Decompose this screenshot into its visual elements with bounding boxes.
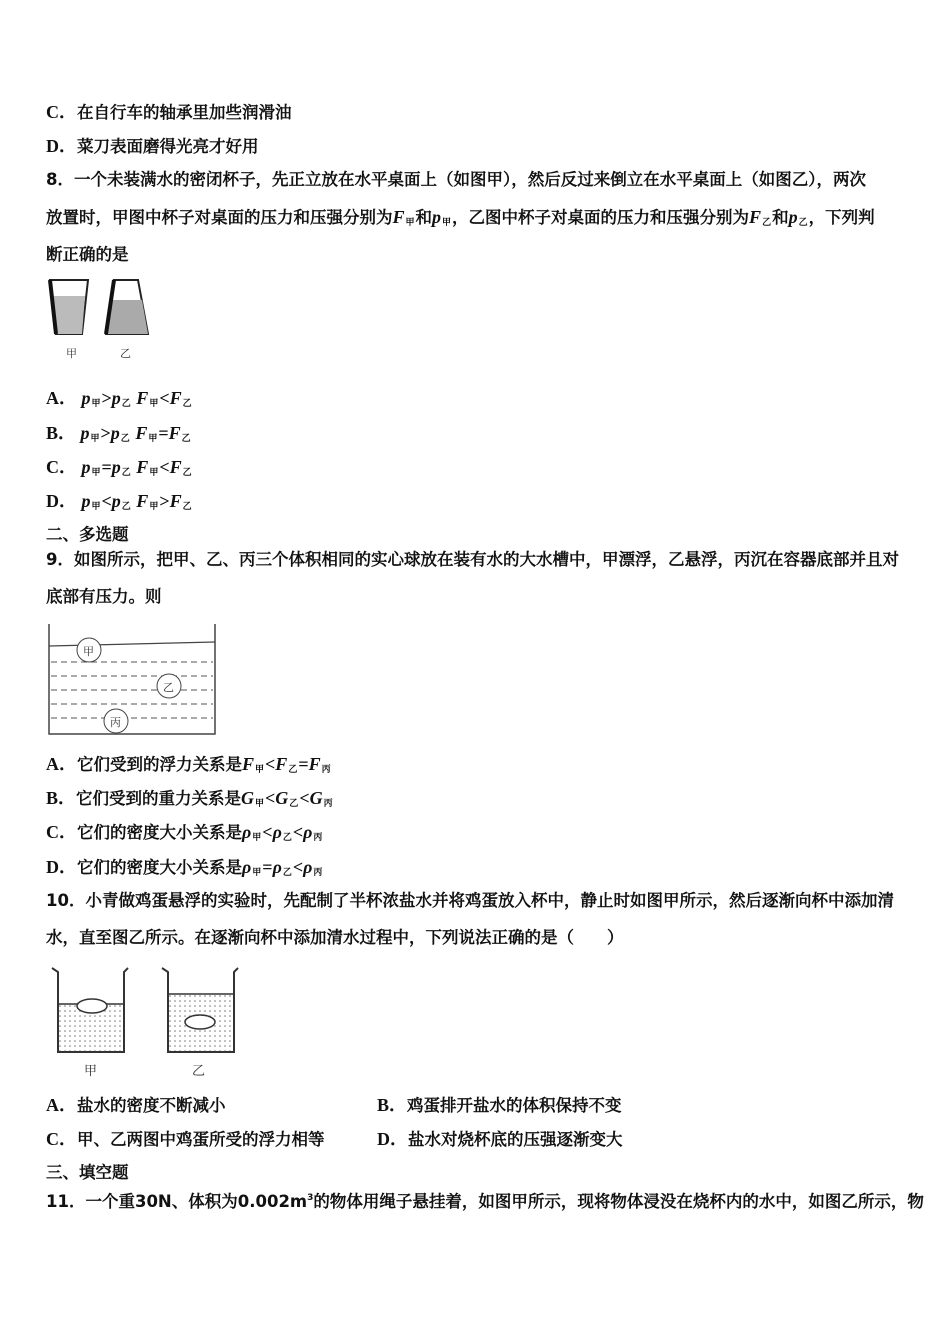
q8-figure-label-yi: 乙 <box>120 347 131 360</box>
q9-option-c <box>46 822 323 848</box>
text-segment: 菜刀表面磨得光亮才好用 <box>77 137 259 156</box>
q8-option-d <box>46 491 193 517</box>
variable-subscript: 乙 <box>121 502 131 512</box>
variable-symbol: F <box>168 423 181 443</box>
text-segment: 9．如图所示，把甲、乙、丙三个体积相同的实心球放在装有水的大水槽中，甲漂浮，乙悬浮，丙沉在容器底部并且对 <box>46 550 899 569</box>
text-segment: = <box>158 423 169 443</box>
variable-subscript: 甲 <box>91 399 101 409</box>
variable-subscript: 乙 <box>182 399 192 409</box>
variable-subscript: 乙 <box>282 868 292 878</box>
variable-symbol: p <box>432 207 442 227</box>
variable-symbol: F <box>131 388 149 408</box>
variable-symbol: ρ <box>303 822 313 842</box>
text-segment: < <box>265 754 276 774</box>
text-segment: 它们的密度大小关系是 <box>77 858 242 877</box>
q10-option-b <box>377 1095 622 1116</box>
text-segment: 3 <box>307 1193 314 1203</box>
q9-option-d <box>46 857 323 883</box>
variable-symbol: F <box>749 207 762 227</box>
option-letter: B． <box>377 1095 408 1115</box>
variable-symbol: ρ <box>303 857 313 877</box>
q10-stem-2 <box>46 928 624 948</box>
q8-option-a <box>46 388 193 414</box>
variable-subscript: 乙 <box>121 399 131 409</box>
variable-symbol: F <box>169 491 182 511</box>
variable-subscript: 乙 <box>798 218 808 228</box>
q8-stem-2 <box>46 207 875 233</box>
variable-subscript: 乙 <box>288 765 298 775</box>
text-segment: < <box>262 822 273 842</box>
variable-symbol: p <box>110 423 120 443</box>
variable-subscript: 乙 <box>182 468 192 478</box>
variable-subscript: 丙 <box>313 833 323 843</box>
q10-stem-1 <box>46 891 894 911</box>
text-segment: 它们的密度大小关系是 <box>77 823 242 842</box>
q7-option-c <box>46 102 292 123</box>
variable-symbol: F <box>169 457 182 477</box>
q10-option-d <box>377 1129 623 1150</box>
text-segment: 盐水的密度不断减小 <box>77 1096 226 1115</box>
text-segment: 8．一个未装满水的密闭杯子，先正立放在水平桌面上（如图甲），然后反过来倒立在水平桌面上（如图乙），两次 <box>46 170 866 189</box>
text-segment: 水，直至图乙所示。在逐渐向杯中添加清水过程中，下列说法正确的是（ ） <box>46 928 624 947</box>
text-segment: 底部有压力。则 <box>46 587 162 606</box>
text-segment: < <box>159 457 170 477</box>
text-segment: 放置时，甲图中杯子对桌面的压力和压强分别为 <box>46 208 393 227</box>
variable-symbol: p <box>111 388 121 408</box>
option-letter: C． <box>46 457 77 477</box>
variable-subscript: 甲 <box>149 399 159 409</box>
text-segment: > <box>159 491 170 511</box>
variable-subscript: 甲 <box>91 468 101 478</box>
variable-symbol: p <box>111 491 121 511</box>
variable-subscript: 甲 <box>255 765 265 775</box>
q8-figure-label-jia: 甲 <box>66 347 77 360</box>
q10-figure-label-yi: 乙 <box>192 1064 206 1079</box>
text-segment: 盐水对烧杯底的压强逐渐变大 <box>408 1130 623 1149</box>
text-segment: < <box>159 388 170 408</box>
q7-option-d <box>46 136 259 157</box>
variable-subscript: 丙 <box>313 868 323 878</box>
text-segment: 它们受到的重力关系是 <box>76 789 242 808</box>
option-letter: A． <box>46 754 77 774</box>
q8-stem-1 <box>46 170 866 190</box>
option-letter: D． <box>46 136 77 156</box>
section-2-heading <box>46 525 129 545</box>
q8-option-c <box>46 457 193 483</box>
option-letter: C． <box>46 1129 77 1149</box>
text-segment: 和 <box>772 208 789 227</box>
text-segment: 11．一个重30N、体积为0.002m <box>46 1192 308 1211</box>
variable-symbol: p <box>77 388 91 408</box>
text-segment: ，乙图中杯子对桌面的压力和压强分别为 <box>452 208 750 227</box>
q9-tank-figure <box>46 622 218 736</box>
text-segment: 在自行车的轴承里加些润滑油 <box>77 103 292 122</box>
variable-symbol: F <box>242 754 255 774</box>
variable-subscript: 甲 <box>405 218 415 228</box>
q10-beakers-figure <box>48 964 240 1056</box>
option-letter: B． <box>46 423 77 443</box>
variable-symbol: G <box>309 788 323 808</box>
text-segment: 二、多选题 <box>46 525 129 544</box>
variable-subscript: 丙 <box>323 799 333 809</box>
q8-cups-figure <box>44 276 156 342</box>
variable-symbol: p <box>77 491 91 511</box>
variable-symbol: G <box>241 788 255 808</box>
text-segment: = <box>298 754 309 774</box>
q10-option-c <box>46 1129 325 1150</box>
text-segment: ，下列判 <box>808 208 875 227</box>
variable-subscript: 丙 <box>321 765 331 775</box>
q11-stem-1 <box>46 1188 924 1212</box>
variable-symbol: F <box>169 388 182 408</box>
text-segment: > <box>101 388 112 408</box>
variable-subscript: 甲 <box>149 468 159 478</box>
variable-symbol: p <box>788 207 798 227</box>
q8-option-b <box>46 423 192 449</box>
variable-subscript: 甲 <box>91 502 101 512</box>
q9-stem-1 <box>46 550 899 570</box>
text-segment: > <box>100 423 111 443</box>
variable-subscript: 甲 <box>148 434 158 444</box>
variable-symbol: F <box>131 491 149 511</box>
variable-subscript: 乙 <box>120 434 130 444</box>
option-letter: A． <box>46 388 77 408</box>
variable-symbol: F <box>130 423 148 443</box>
variable-symbol: ρ <box>272 857 282 877</box>
section-3-heading <box>46 1163 129 1183</box>
text-segment: 三、填空题 <box>46 1163 129 1182</box>
variable-symbol: ρ <box>242 822 252 842</box>
q9-option-a <box>46 754 332 780</box>
q9-option-b <box>46 788 334 814</box>
variable-subscript: 甲 <box>252 868 262 878</box>
text-segment: < <box>292 822 304 842</box>
variable-symbol: F <box>275 754 288 774</box>
text-segment: = <box>262 857 273 877</box>
variable-subscript: 甲 <box>149 502 159 512</box>
variable-symbol: F <box>308 754 321 774</box>
text-segment: = <box>101 457 112 477</box>
text-segment: 鸡蛋排开盐水的体积保持不变 <box>407 1096 622 1115</box>
option-letter: A． <box>46 1095 77 1115</box>
variable-subscript: 乙 <box>121 468 131 478</box>
option-letter: C． <box>46 822 77 842</box>
variable-symbol: p <box>77 457 91 477</box>
variable-symbol: ρ <box>272 822 282 842</box>
text-segment: 的物体用绳子悬挂着，如图甲所示，现将物体浸没在烧杯内的水中，如图乙所示，物 <box>313 1192 924 1211</box>
q9-ball-jia: 甲 <box>83 645 94 658</box>
variable-subscript: 乙 <box>762 218 772 228</box>
option-letter: C． <box>46 102 77 122</box>
variable-subscript: 乙 <box>182 502 192 512</box>
q9-ball-bing: 丙 <box>110 716 121 729</box>
option-letter: D． <box>46 491 77 511</box>
variable-subscript: 甲 <box>90 434 100 444</box>
option-letter: D． <box>377 1129 408 1149</box>
variable-symbol: p <box>111 457 121 477</box>
text-segment: < <box>292 857 304 877</box>
variable-subscript: 乙 <box>181 434 191 444</box>
text-segment: < <box>101 491 112 511</box>
variable-symbol: F <box>131 457 149 477</box>
text-segment: 断正确的是 <box>46 245 129 264</box>
variable-subscript: 甲 <box>442 218 452 228</box>
option-letter: B． <box>46 788 77 808</box>
variable-subscript: 乙 <box>289 799 299 809</box>
q10-figure-label-jia: 甲 <box>84 1064 98 1079</box>
text-segment: 甲、乙两图中鸡蛋所受的浮力相等 <box>77 1130 325 1149</box>
text-segment: 和 <box>415 208 433 227</box>
q9-ball-yi: 乙 <box>163 681 174 694</box>
option-letter: D． <box>46 857 77 877</box>
text-segment: < <box>299 788 310 808</box>
text-segment: 它们受到的浮力关系是 <box>77 755 242 774</box>
variable-symbol: G <box>275 788 289 808</box>
q10-option-a <box>46 1095 226 1116</box>
text-segment: 10．小青做鸡蛋悬浮的实验时，先配制了半杯浓盐水并将鸡蛋放入杯中，静止时如图甲所示，然后逐渐向杯中添加清 <box>46 891 894 910</box>
variable-symbol: p <box>76 423 90 443</box>
variable-subscript: 甲 <box>252 833 262 843</box>
q8-stem-3 <box>46 245 129 265</box>
variable-symbol: ρ <box>242 857 252 877</box>
q9-stem-2 <box>46 587 162 607</box>
variable-subscript: 乙 <box>282 833 292 843</box>
variable-symbol: F <box>392 207 405 227</box>
variable-subscript: 甲 <box>255 799 265 809</box>
text-segment: < <box>265 788 276 808</box>
